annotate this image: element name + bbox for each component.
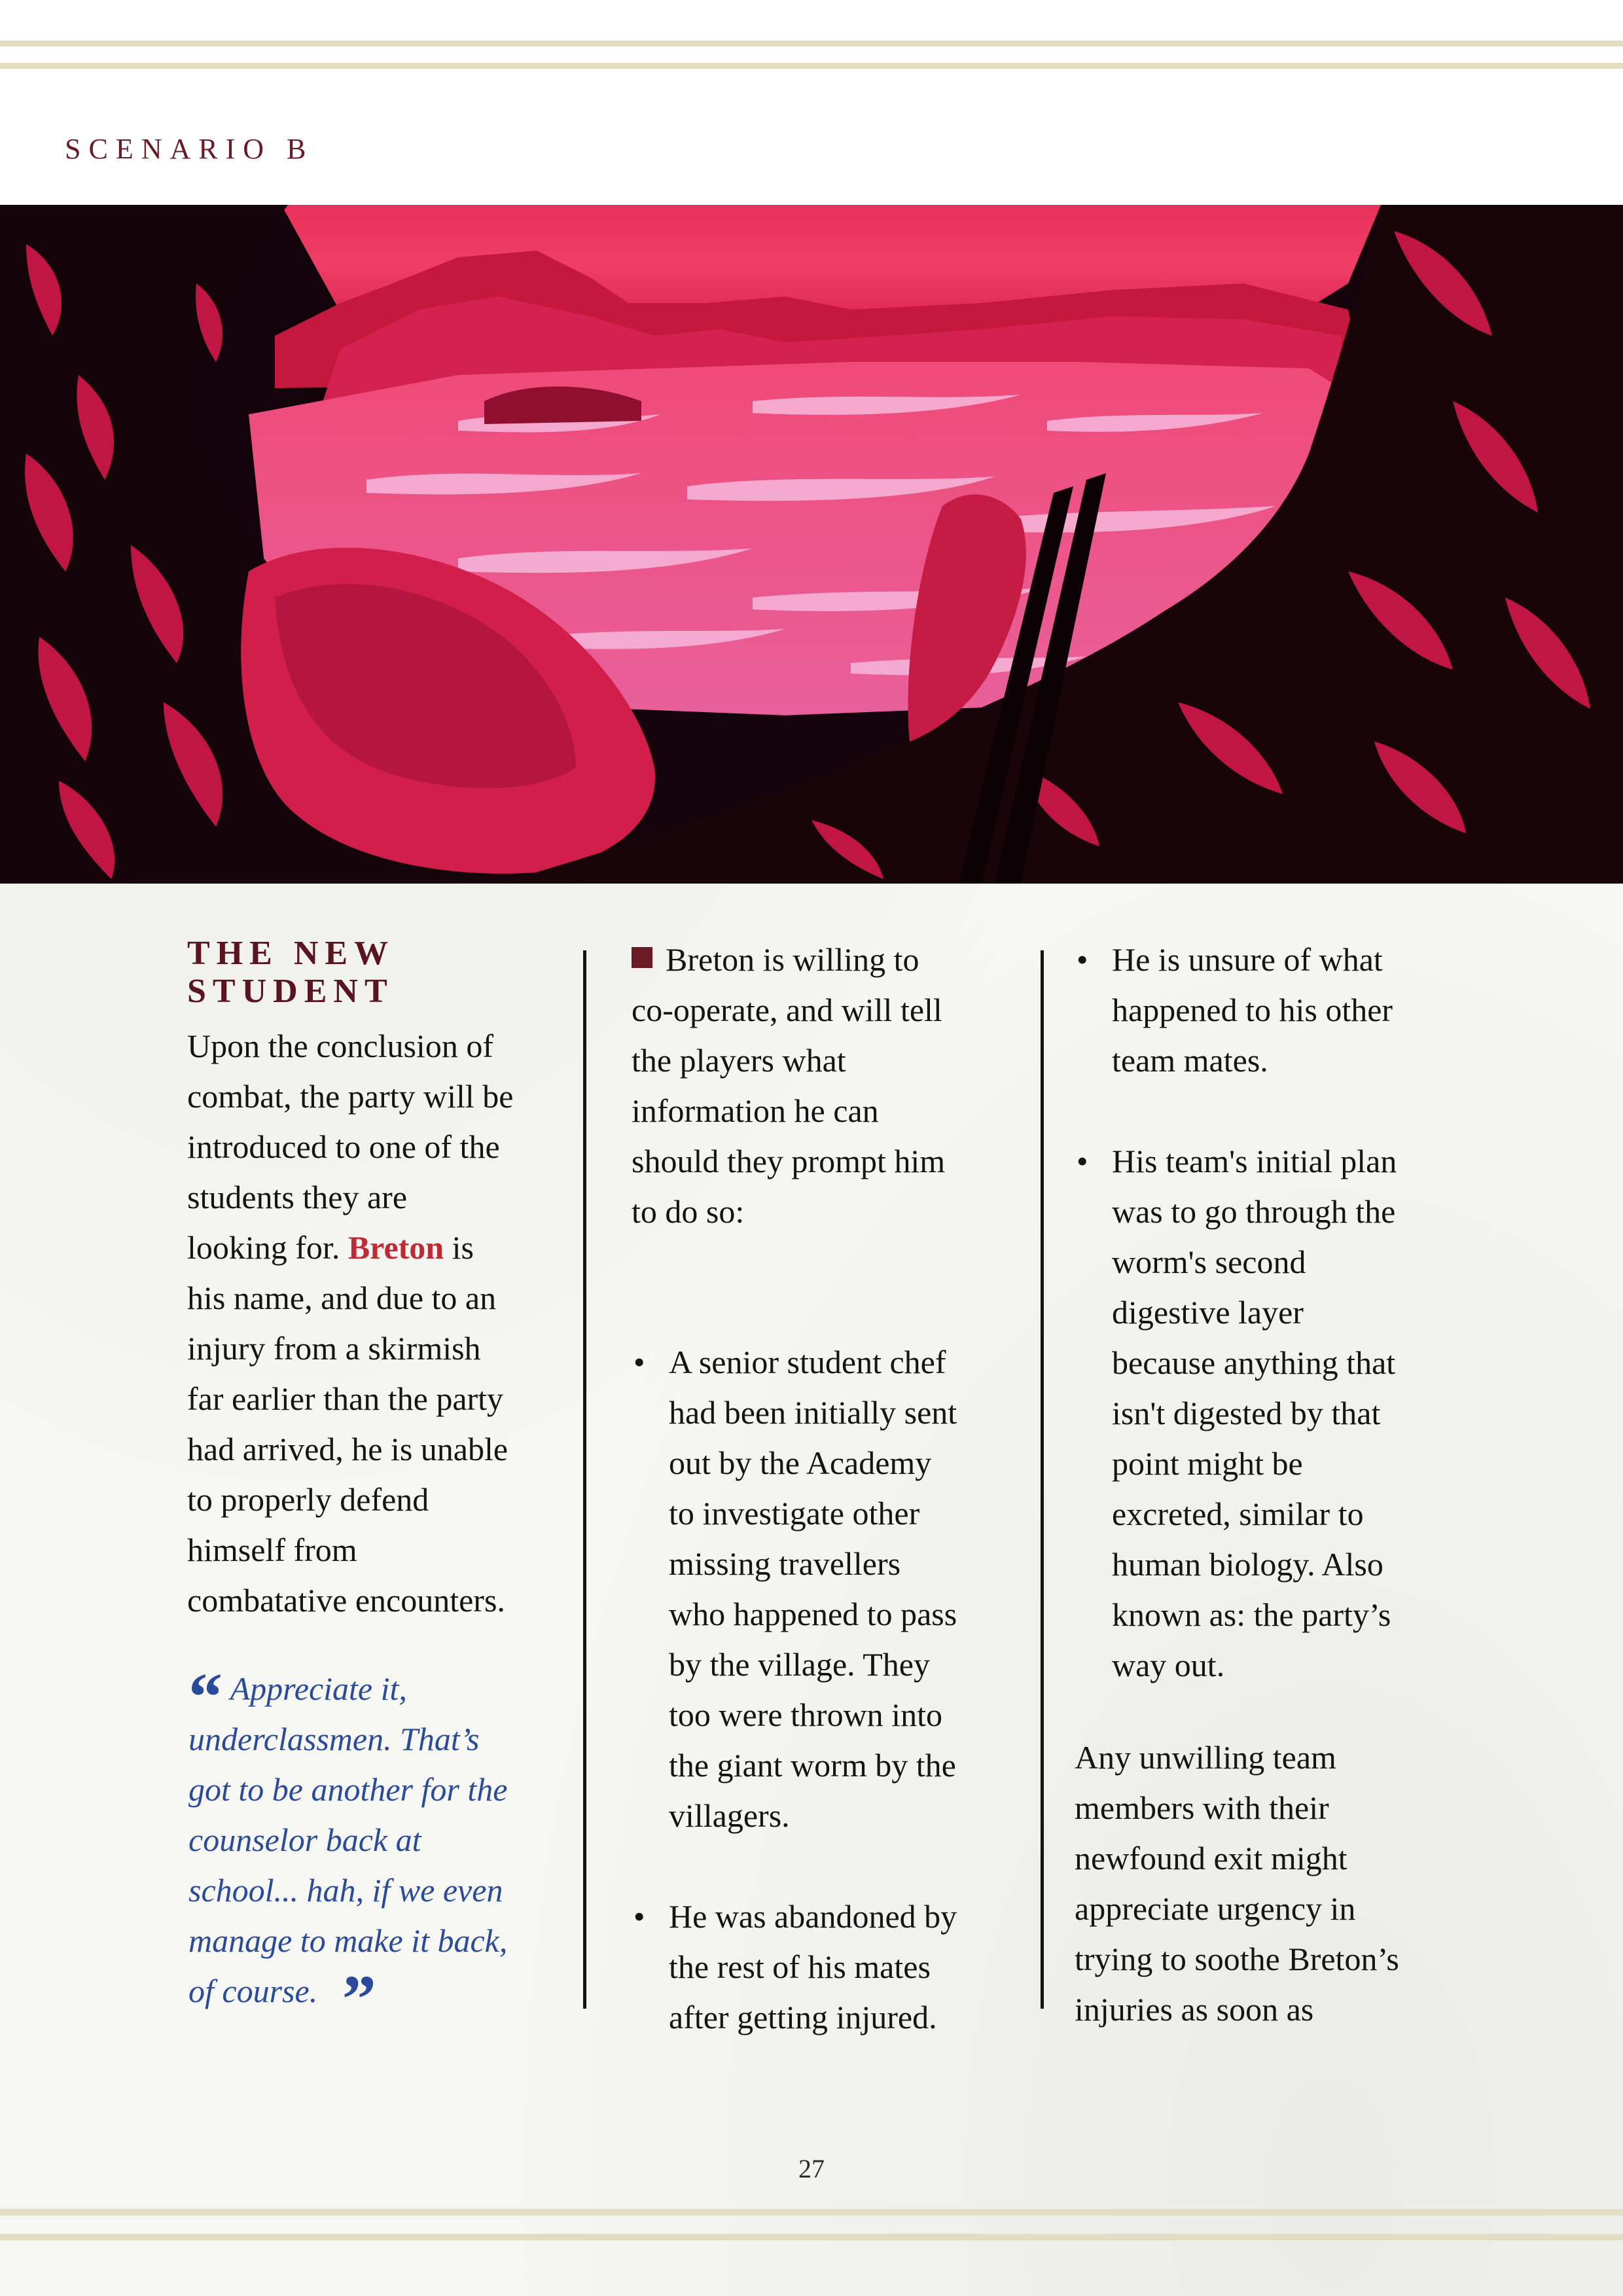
character-name-breton: Breton bbox=[348, 1229, 444, 1266]
close-quote-icon: ” bbox=[342, 1962, 376, 2037]
text-line: injury from a skirmish bbox=[187, 1330, 481, 1367]
section-heading bbox=[187, 935, 554, 1011]
quote-line: of course. bbox=[188, 1973, 318, 2009]
column-divider-2 bbox=[1041, 950, 1044, 2009]
bottom-rule-2 bbox=[0, 2234, 1623, 2240]
text-line: to do so: bbox=[632, 1193, 745, 1230]
text-line: who happened to pass bbox=[669, 1596, 957, 1632]
text-line: by the village. They bbox=[669, 1646, 930, 1683]
text-line: He was abandoned by bbox=[669, 1898, 957, 1935]
list-item bbox=[1075, 1136, 1454, 1691]
text-line: himself from bbox=[187, 1532, 357, 1568]
text-line: digestive layer bbox=[1112, 1294, 1304, 1331]
quote-line: counselor back at bbox=[188, 1821, 421, 1858]
intro-paragraph bbox=[187, 1021, 554, 1626]
bullet-icon: • bbox=[1077, 941, 1088, 978]
bullet-icon: • bbox=[633, 1898, 645, 1935]
text-line: after getting injured. bbox=[669, 1999, 937, 2036]
top-rule-2 bbox=[0, 63, 1623, 69]
text-line: known as: the party’s bbox=[1112, 1596, 1391, 1633]
text-line: students they are bbox=[187, 1179, 408, 1215]
text-line: trying to soothe Breton’s bbox=[1075, 1941, 1399, 1977]
bottom-rule-1 bbox=[0, 2209, 1623, 2215]
quote-line: Appreciate it, bbox=[230, 1670, 407, 1707]
text-line: members with their bbox=[1075, 1789, 1329, 1826]
text-line: looking for. bbox=[187, 1229, 340, 1266]
column-2 bbox=[632, 935, 1011, 2043]
column-1 bbox=[187, 935, 554, 2037]
text-line: was to go through the bbox=[1112, 1193, 1396, 1230]
text-line: worm's second bbox=[1112, 1244, 1306, 1280]
list-item bbox=[632, 1337, 1011, 1841]
quote-line: underclassmen. That’s bbox=[188, 1721, 480, 1757]
text-line: team mates. bbox=[1112, 1042, 1268, 1079]
text-line: out by the Academy bbox=[669, 1444, 932, 1481]
bullet-icon: • bbox=[633, 1344, 645, 1380]
text-line: injuries as soon as bbox=[1075, 1991, 1314, 2028]
text-line: His team's initial plan bbox=[1112, 1143, 1397, 1179]
text-line: combatative encounters. bbox=[187, 1582, 505, 1619]
quote-line: school... hah, if we even bbox=[188, 1872, 503, 1909]
text-line: human biology. Also bbox=[1112, 1546, 1383, 1583]
header-band bbox=[0, 0, 1623, 205]
open-quote-icon: “ bbox=[188, 1659, 223, 1734]
text-line: appreciate urgency in bbox=[1075, 1890, 1356, 1927]
breton-quote bbox=[188, 1659, 554, 2037]
cave-opening-landscape-illustration bbox=[0, 205, 1623, 884]
text-line: point might be bbox=[1112, 1445, 1303, 1482]
unwilling-members-paragraph bbox=[1075, 1732, 1454, 2035]
text-line: missing travellers bbox=[669, 1545, 901, 1582]
page-number: 27 bbox=[798, 2154, 825, 2183]
text-line: newfound exit might bbox=[1075, 1840, 1347, 1876]
heading-line-1: THE NEW bbox=[187, 935, 395, 972]
text-line: happened to his other bbox=[1112, 992, 1393, 1028]
text-line: combat, the party will be bbox=[187, 1078, 514, 1115]
text-line: Any unwilling team bbox=[1075, 1739, 1336, 1776]
text-line: excreted, similar to bbox=[1112, 1496, 1364, 1532]
text-line: A senior student chef bbox=[669, 1344, 946, 1380]
top-rule-1 bbox=[0, 41, 1623, 46]
running-head: SCENARIO B bbox=[65, 133, 314, 165]
text-line: far earlier than the party bbox=[187, 1380, 504, 1417]
heading-line-2: STUDENT bbox=[187, 973, 394, 1010]
quote-line: got to be another for the bbox=[188, 1771, 508, 1808]
bullet-icon: • bbox=[1077, 1143, 1088, 1179]
text-line: Upon the conclusion of bbox=[187, 1028, 493, 1064]
text-line: too were thrown into bbox=[669, 1696, 942, 1733]
text-line: had arrived, he is unable bbox=[187, 1431, 508, 1467]
text-line: because anything that bbox=[1112, 1344, 1396, 1381]
text-line: way out. bbox=[1112, 1647, 1225, 1683]
text-line: should they prompt him bbox=[632, 1143, 946, 1179]
text-line: his name, and due to an bbox=[187, 1280, 497, 1316]
text-line: information he can bbox=[632, 1092, 879, 1129]
quote-line: manage to make it back, bbox=[188, 1922, 508, 1959]
text-line: isn't digested by that bbox=[1112, 1395, 1381, 1431]
list-item bbox=[1075, 935, 1454, 1086]
text-line: to properly defend bbox=[187, 1481, 429, 1518]
column-3 bbox=[1075, 935, 1454, 2035]
text-line: co-operate, and will tell bbox=[632, 992, 942, 1028]
text-line: introduced to one of the bbox=[187, 1128, 500, 1165]
text-line: the rest of his mates bbox=[669, 1948, 931, 1985]
cooperation-paragraph bbox=[632, 935, 1011, 1237]
text-line: had been initially sent bbox=[669, 1394, 957, 1431]
text-line: the players what bbox=[632, 1042, 846, 1079]
text-line: villagers. bbox=[669, 1797, 790, 1834]
text-line: is bbox=[452, 1229, 474, 1266]
text-line: to investigate other bbox=[669, 1495, 920, 1532]
text-line: He is unsure of what bbox=[1112, 941, 1383, 978]
square-bullet-icon bbox=[632, 947, 652, 968]
list-item bbox=[632, 1892, 1011, 2043]
column-divider-1 bbox=[583, 950, 586, 2009]
text-line: the giant worm by the bbox=[669, 1747, 956, 1784]
text-line: Breton is willing to bbox=[666, 941, 919, 978]
